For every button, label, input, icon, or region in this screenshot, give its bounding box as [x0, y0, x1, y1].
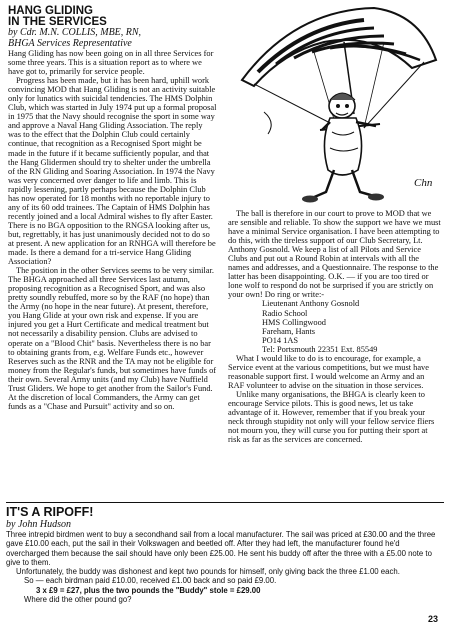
- article-title-line2: IN THE SERVICES: [8, 16, 107, 28]
- paragraph: The position in the other Services seems to be very similar. The BHGA approached all three Services last autumn, proposing recognition as a Recognised Sport, and was also pretty soundly rebuffed, more so by the RAF (no hope) than the Army (no hope in the near future). At present, therefore, you Hang Glide at your own risk and expense. If you are injured you get a Hurt Certificate and medical treatment but not necessarily a disability pension. Clubs are advised to operate on a "Blood Chit" basis. Nevertheless there is no bar to obtaining grants from, e.g. Welfare Funds etc., however Reserves such as the RNR and the TA may not be eligible for money from the Regular's funds, but sometimes have funds of their own. Several Army units (and my Club) have Nuffield Trust Gliders. We hope to get another from the Sailor's Fund. At the discretion of local Commanders, the Army can get funds as a "Chase and Pursuit" activity and so on.: [8, 266, 217, 411]
- byline-author: by Cdr. M.N. COLLIS, MBE, RN,: [8, 27, 142, 38]
- left-column: [8, 6, 217, 411]
- article-title-line1: HANG GLIDING: [8, 5, 93, 17]
- article-ripoff: [6, 506, 444, 604]
- section-divider: [6, 502, 444, 503]
- byline-author: by John Hudson: [6, 519, 71, 530]
- paragraph: What I would like to do is to encourage, for example, a Service event at the various competitions, but we must have reasonable support first. I would welcome an Army and an RAF volunteer to advise on the situation in those services.: [228, 353, 429, 390]
- address-line: Fareham, Hants: [262, 326, 316, 336]
- paragraph: Unlike many organisations, the BHGA is clearly keen to encourage Service pilots. This is good news, let us take advantage of it. However, remember that if you break your neck through stupidity not only will your fellow service fliers not mourn you, they will curse you for putting their sport at risk as far as the services are concerned.: [228, 389, 435, 445]
- address-line: PO14 1AS: [262, 335, 299, 345]
- paragraph: Three intrepid birdmen went to buy a secondhand sail from a local manufacturer. The sail was priced at £30.00 and the three gave £10.00 each, put the sail in their Volkswagen and beetled off. After they had left, the manufacturer found he'd overcharged them because the sail should have only been £25.00. He sent his buddy off after the three with a £5.00 note to give to them.: [6, 530, 436, 567]
- right-column: [228, 209, 442, 444]
- address-line: Tel: Portsmouth 22351 Ext. 85549: [262, 344, 378, 354]
- paragraph: Progress has been made, but it has been hard, uphill work convincing MOD that Hang Gliding is not an activity suitable only for lunatics with suicidal tendencies. The HMS Dolphin Club, which was started in July 1974 put up a formal proposal in 1975 that the Navy should recognise the sport in some way and approve a Naval Hang Gliding Association. The reply was to the effect that the Dolphin Club could certainly continue, that recognition as a Recognised Sport might be made in the future if it became sufficiently popular, and that the Hang Glidermen should try to shelter under the umbrella of the RN Gliding and Soaring Association. In 1974 the Navy was very concerned over danger to life and limb. This is rapidly lessening, partly perhaps because the Dolphin Club has now operated for 18 months with no reportable injury to any of its 60 odd trainees. The Captain of HMS Dolphin has recently joined and a local Admiral wishes to fly after Easter. There is no BGA opposition to the RNGSA looking after us, but, regrettably, it has just unanimously decided not to do so at present. A new application for an RNHGA will therefore be made. Is there a demand for a tri-service Hang Gliding Association?: [8, 76, 217, 267]
- calculation-line: So — each birdman paid £10.00, received £1.00 back and so paid £9.00.: [24, 576, 277, 586]
- article-body: [6, 530, 444, 604]
- paragraph: Hang Gliding has now been going on in all three Services for some three years. This is a situation report as to where we have got to, primarily for service people.: [8, 49, 214, 77]
- hang-glider-drawing: [224, 2, 444, 208]
- paragraph: Unfortunately, the buddy was dishonest and kept two pounds for himself, only giving back the three £1.00 each.: [16, 567, 400, 577]
- riddle-question: Where did the other pound go?: [24, 595, 132, 605]
- calculation-total: 3 x £9 = £27, plus the two pounds the "Buddy" stole = £29.00: [36, 585, 261, 595]
- artist-signature: Chn: [414, 177, 433, 189]
- byline-role: BHGA Services Representative: [8, 37, 132, 49]
- paragraph: The ball is therefore in our court to prove to MOD that we are sensible and reliable. To show the support we have we must have a minimal Service organisation. I have been attempting to do this, with the tireless support of our Club Secretary, Lt. Anthony Gosnold. We keep a list of all Pilots and Service Clubs and put out a Round Robin at intervals with all the names and addresses, and a Questionnaire. The response to the latter has been disappointing. O.K. — if you are too tired or lone wolf to respond do not be surprised if you are strictly on your own! Do ring or write:-: [228, 209, 441, 300]
- page-number: 23: [427, 614, 438, 624]
- address-line: Radio School: [262, 308, 308, 318]
- article-title: IT'S A RIPOFF!: [6, 505, 94, 519]
- hang-glider-cartoon-illustration: [224, 2, 444, 208]
- address-line: HMS Collingwood: [262, 317, 326, 327]
- address-line: Lieutenant Anthony Gosnold: [262, 299, 360, 309]
